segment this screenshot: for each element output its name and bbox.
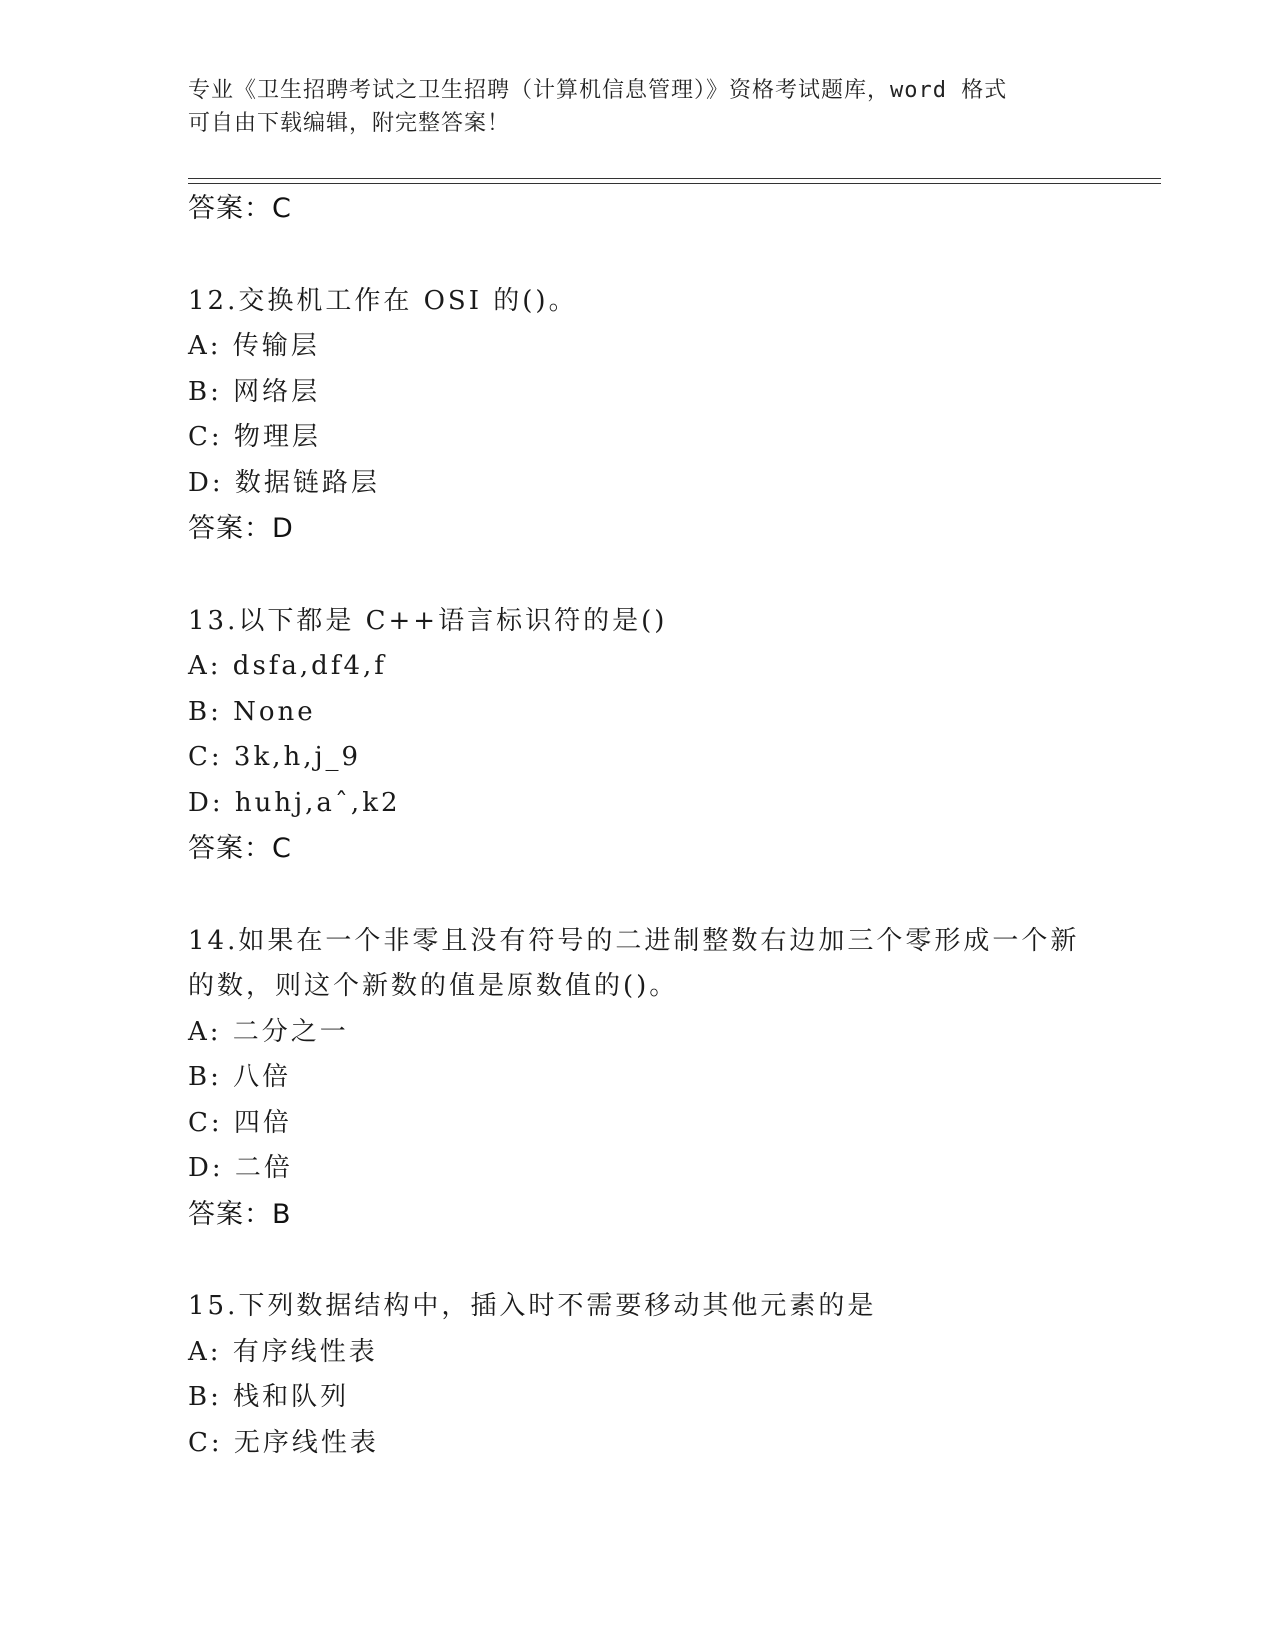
question-13-option-a: A: dsfa,df4,f [188, 651, 387, 681]
question-15-option-c: C: 无序线性表 [188, 1427, 379, 1458]
question-13 [188, 599, 1148, 872]
question-15-option-a: A: 有序线性表 [188, 1336, 378, 1367]
header-line-2: 可自由下载编辑，附完整答案！ [188, 111, 511, 136]
question-list [188, 186, 1148, 1466]
header-line-1: 专业《卫生招聘考试之卫生招聘（计算机信息管理）》资格考试题库，word 格式 [188, 78, 1008, 103]
question-15 [188, 1284, 1148, 1466]
question-13-option-b: B: None [188, 696, 316, 727]
header-divider-top [188, 178, 1161, 179]
question-14-text-line-1: 14.如果在一个非零且没有符号的二进制整数右边加三个零形成一个新 [188, 925, 1080, 956]
question-12-option-a: A: 传输层 [188, 331, 320, 361]
question-12-option-b: B: 网络层 [188, 376, 321, 407]
question-13-text: 13.以下都是 C++语言标识符的是() [188, 605, 668, 636]
document-header [188, 74, 1088, 140]
question-14 [188, 919, 1148, 1238]
answer-previous: 答案：C [188, 193, 292, 224]
question-14-option-b: B: 八倍 [188, 1062, 292, 1092]
question-12-option-c: C: 物理层 [188, 422, 321, 452]
question-14-option-a: A: 二分之一 [188, 1016, 349, 1047]
question-12 [188, 279, 1148, 552]
question-14-answer: 答案：B [188, 1198, 292, 1230]
header-divider-bottom [188, 183, 1161, 184]
question-14-option-c: C: 四倍 [188, 1107, 292, 1138]
question-13-option-d: D: huhj,aˆ,k2 [188, 787, 401, 818]
question-12-text: 12.交换机工作在 OSI 的()。 [188, 285, 578, 316]
question-13-answer: 答案：C [188, 833, 292, 864]
question-15-option-b: B: 栈和队列 [188, 1382, 350, 1412]
question-12-answer: 答案：D [188, 513, 294, 544]
question-13-option-c: C: 3k,h,j_9 [188, 742, 362, 772]
question-14-text-line-2: 的数，则这个新数的值是原数值的()。 [188, 971, 679, 1001]
question-15-text: 15.下列数据结构中，插入时不需要移动其他元素的是 [188, 1291, 877, 1321]
question-14-option-d: D: 二倍 [188, 1153, 293, 1183]
question-12-option-d: D: 数据链路层 [188, 467, 380, 498]
